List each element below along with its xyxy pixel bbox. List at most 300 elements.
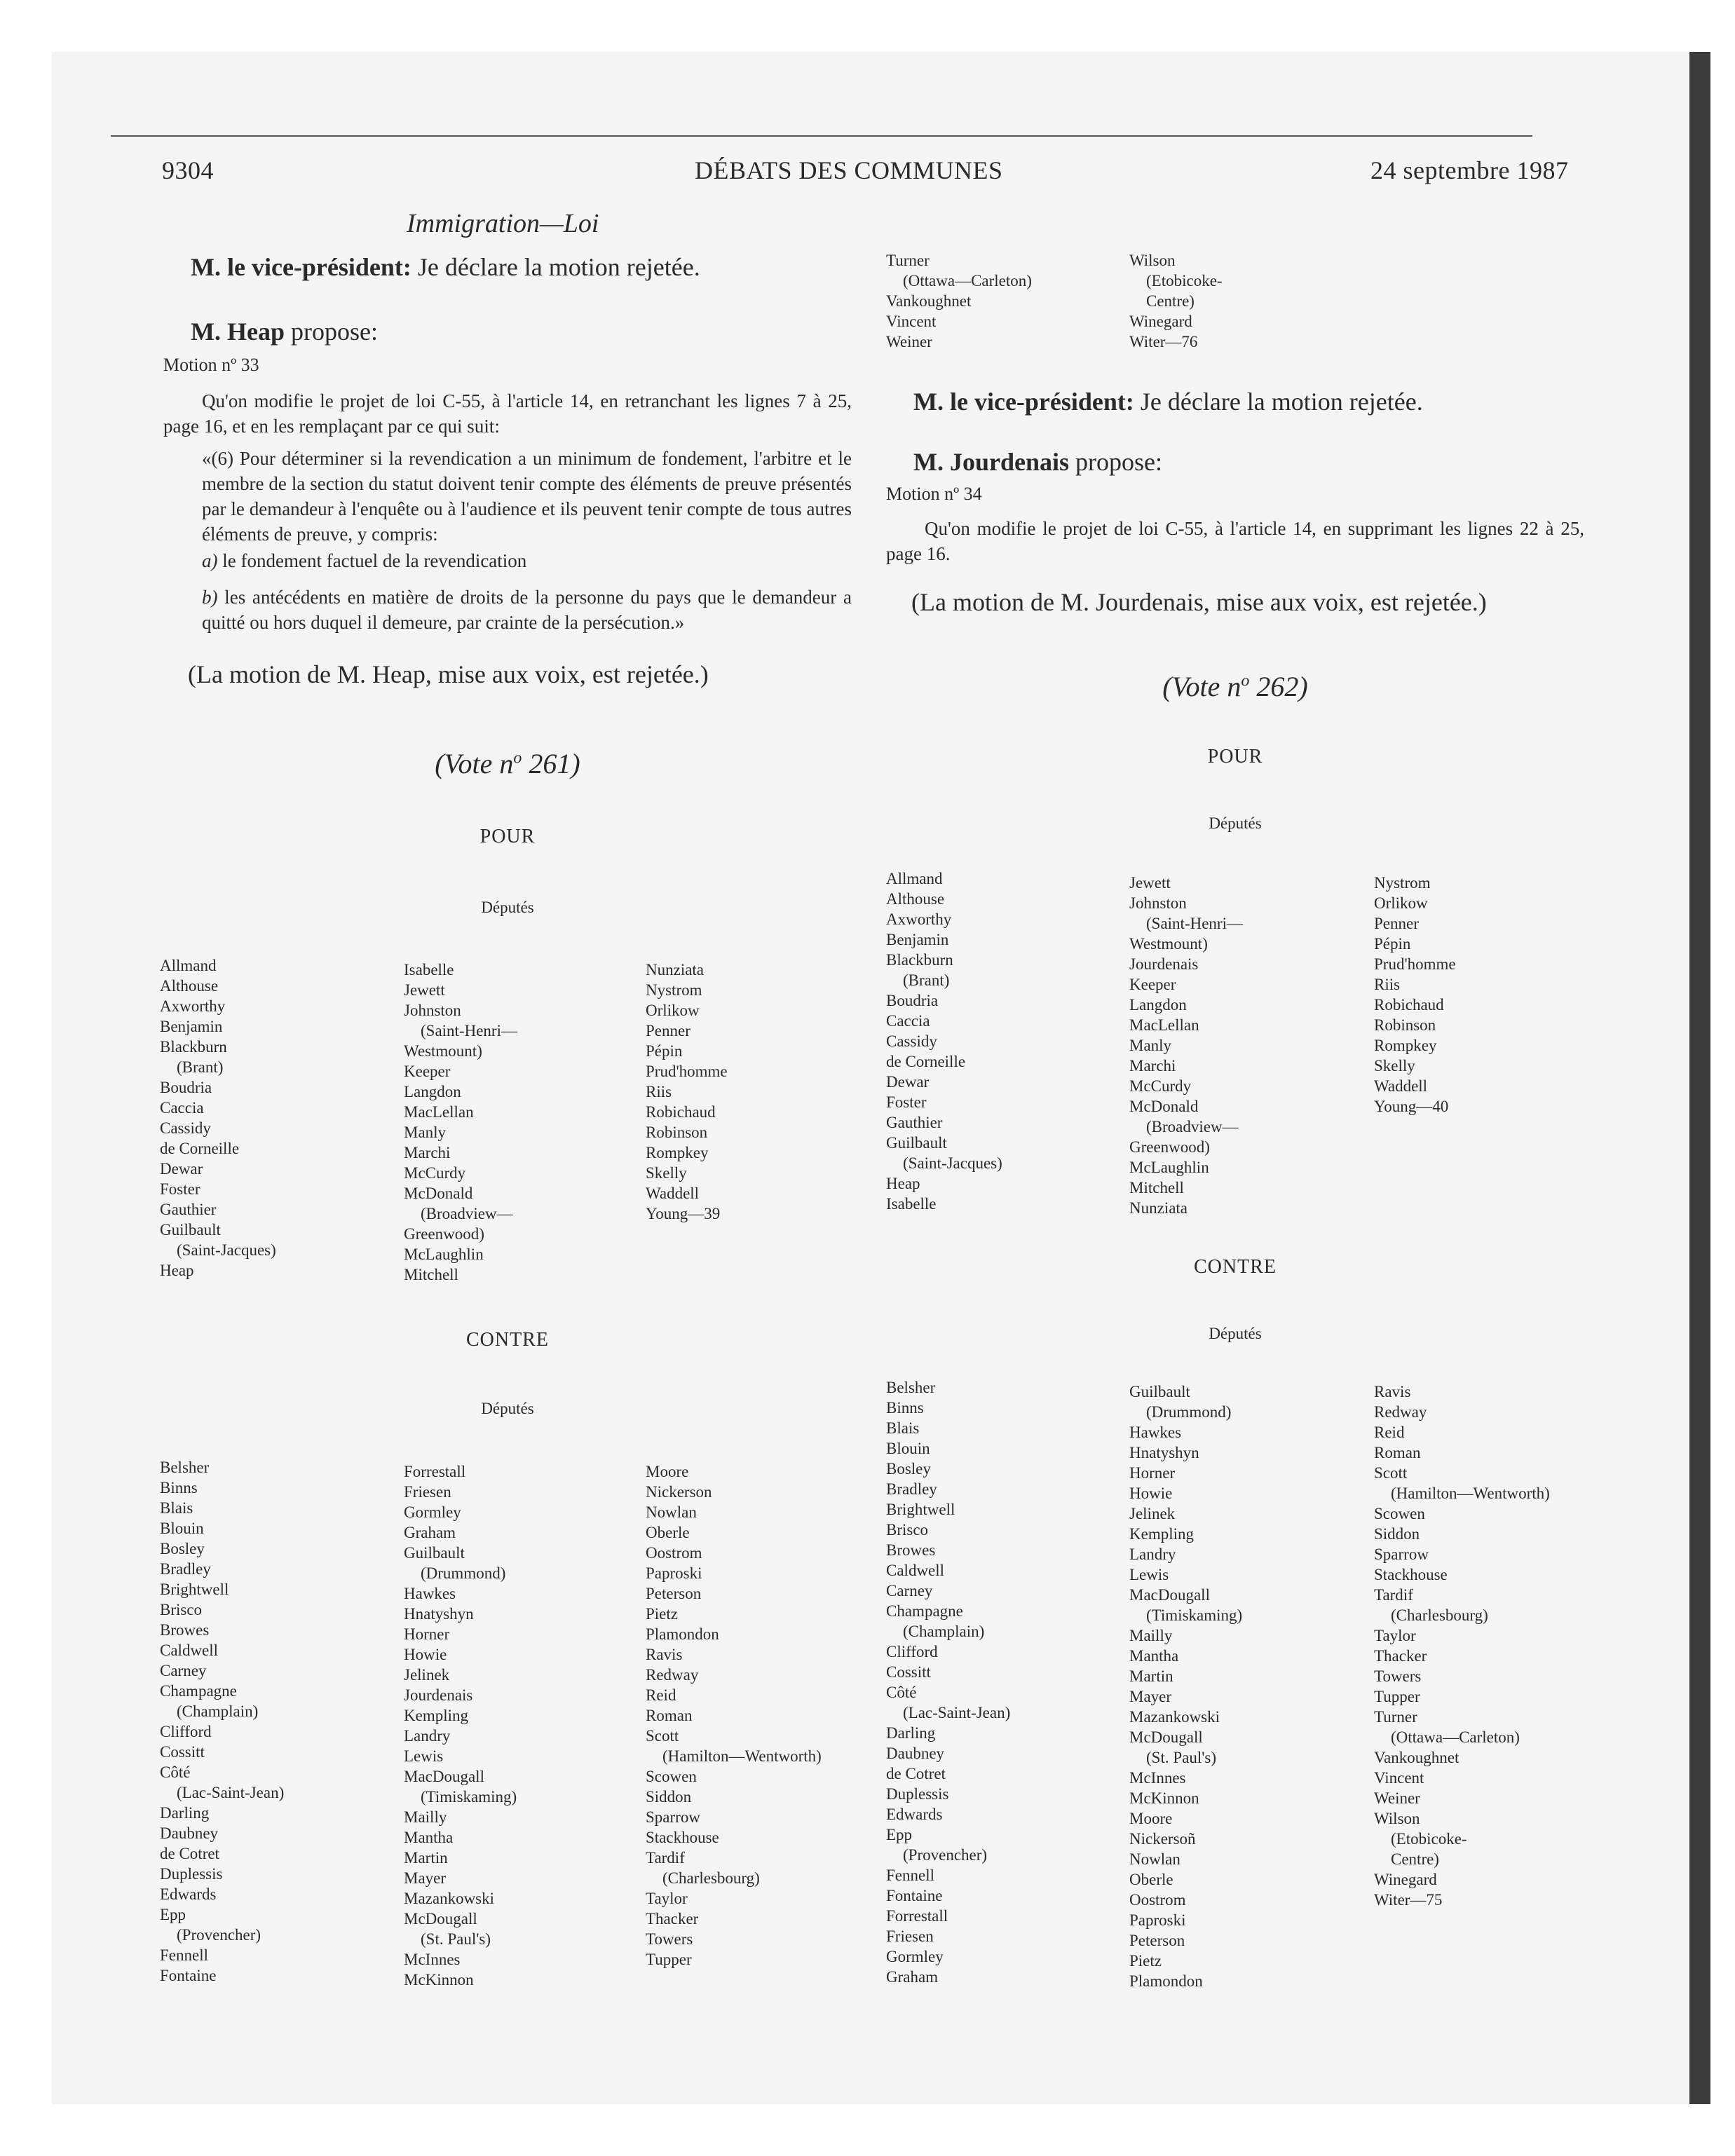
member-name: Althouse bbox=[886, 890, 945, 908]
member-name: Weiner bbox=[1374, 1789, 1420, 1807]
member-name: Peterson bbox=[1129, 1932, 1185, 1949]
member-name: Siddon bbox=[1374, 1525, 1420, 1543]
member-name: Howie bbox=[1129, 1485, 1173, 1502]
vote-262-pour-heading: POUR bbox=[1207, 746, 1263, 767]
member-name: Siddon bbox=[646, 1788, 692, 1806]
member-name: Guilbault bbox=[404, 1544, 465, 1562]
member-name: Pietz bbox=[646, 1605, 678, 1623]
member-name: Brightwell bbox=[160, 1581, 229, 1598]
member-name: Nystrom bbox=[1374, 874, 1431, 892]
member-name: Nickerson bbox=[646, 1483, 712, 1501]
member-name: Rompkey bbox=[646, 1144, 709, 1161]
member-name: Redway bbox=[1374, 1403, 1427, 1421]
vote-262-contre-col2 bbox=[1129, 1381, 1242, 1991]
running-title: Immigration—Loi bbox=[407, 209, 599, 238]
right-motion-number: Motion nº 34 bbox=[886, 484, 982, 504]
member-name: Johnston bbox=[404, 1002, 461, 1019]
member-name: Browes bbox=[886, 1541, 936, 1559]
statement: Je déclare la motion rejetée. bbox=[411, 253, 700, 281]
member-name: Wilson bbox=[1129, 252, 1176, 269]
member-name: Allmand bbox=[886, 870, 943, 887]
member-name: MacDougall bbox=[404, 1768, 484, 1785]
member-name: Blais bbox=[886, 1419, 920, 1437]
member-name: de Corneille bbox=[886, 1053, 966, 1070]
member-name: Westmount) bbox=[404, 1042, 482, 1060]
member-name: Jewett bbox=[404, 981, 445, 999]
member-name: Jourdenais bbox=[1129, 955, 1199, 973]
member-name: Centre) bbox=[1146, 292, 1195, 310]
member-name: Lewis bbox=[1129, 1566, 1169, 1583]
member-name: de Corneille bbox=[160, 1140, 240, 1157]
vote-261-title: (Vote $n^o$ 261) bbox=[435, 748, 580, 779]
member-name: Orlikow bbox=[646, 1002, 700, 1019]
member-name: Oberle bbox=[1129, 1871, 1173, 1888]
member-name: (Champlain) bbox=[177, 1703, 259, 1720]
member-name: Mayer bbox=[1129, 1688, 1172, 1705]
member-name: Guilbault bbox=[160, 1221, 221, 1239]
vote-261-pour-col3 bbox=[646, 960, 728, 1224]
member-name: Duplessis bbox=[160, 1865, 223, 1883]
page-date: 24 septembre 1987 bbox=[1370, 156, 1569, 184]
page-number: 9304 bbox=[162, 156, 214, 184]
member-name: Roman bbox=[1374, 1444, 1421, 1461]
member-name: Towers bbox=[1374, 1667, 1422, 1685]
member-name: Mitchell bbox=[1129, 1179, 1184, 1196]
member-name: Fontaine bbox=[160, 1967, 217, 1984]
member-name: de Cotret bbox=[160, 1845, 219, 1862]
member-name: Fontaine bbox=[886, 1887, 943, 1904]
member-name: Guilbault bbox=[1129, 1383, 1190, 1400]
member-name: Nunziata bbox=[1129, 1199, 1188, 1217]
member-name: (St. Paul's) bbox=[1146, 1749, 1216, 1766]
member-name: Champagne bbox=[886, 1602, 963, 1620]
member-name: Hawkes bbox=[1129, 1424, 1182, 1441]
member-name: Edwards bbox=[160, 1885, 217, 1903]
member-name: Vankoughnet bbox=[1374, 1749, 1460, 1766]
member-name: Thacker bbox=[1374, 1647, 1427, 1665]
left-item-b bbox=[202, 585, 852, 635]
member-name: Prud'homme bbox=[1374, 955, 1456, 973]
vote-261-pour-heading: POUR bbox=[479, 826, 536, 847]
member-name: Blouin bbox=[160, 1520, 204, 1537]
member-name: Dewar bbox=[886, 1073, 930, 1091]
member-name: Benjamin bbox=[886, 931, 949, 948]
member-name: Winegard bbox=[1374, 1871, 1437, 1888]
member-name: Riis bbox=[1374, 976, 1401, 993]
right-result: (La motion de M. Jourdenais, mise aux voix, est rejetée.) bbox=[911, 588, 1487, 616]
member-name: Penner bbox=[646, 1022, 690, 1039]
member-name: Axworthy bbox=[160, 997, 226, 1015]
member-name: McDougall bbox=[1129, 1728, 1203, 1746]
member-name: (Charlesbourg) bbox=[1391, 1606, 1488, 1624]
member-name: (Saint-Jacques) bbox=[903, 1154, 1002, 1172]
speaker-name: M. le vice-président: bbox=[191, 253, 411, 281]
member-name: Allmand bbox=[160, 957, 217, 974]
member-name: Graham bbox=[404, 1524, 456, 1541]
member-name: Friesen bbox=[404, 1483, 451, 1501]
member-name: Althouse bbox=[160, 977, 219, 995]
member-name: Keeper bbox=[404, 1063, 451, 1080]
member-name: Darling bbox=[160, 1804, 210, 1822]
member-name: Martin bbox=[1129, 1667, 1173, 1685]
binding-edge bbox=[1689, 52, 1710, 2104]
member-name: Scowen bbox=[646, 1768, 697, 1785]
member-name: Greenwood) bbox=[1129, 1138, 1210, 1156]
member-name: Langdon bbox=[404, 1083, 461, 1100]
member-name: Thacker bbox=[646, 1910, 699, 1928]
item-a-label: a) bbox=[202, 550, 218, 571]
member-name: Scowen bbox=[1374, 1505, 1425, 1522]
member-name: Marchi bbox=[404, 1144, 451, 1161]
member-name: Moore bbox=[646, 1463, 689, 1480]
member-name: Towers bbox=[646, 1930, 693, 1948]
member-name: Nunziata bbox=[646, 961, 705, 978]
member-name: Nowlan bbox=[646, 1503, 697, 1521]
member-name: Winegard bbox=[1129, 313, 1192, 330]
member-name: Mailly bbox=[404, 1808, 447, 1826]
member-name: McDonald bbox=[404, 1185, 473, 1202]
member-name: Caldwell bbox=[886, 1562, 945, 1579]
member-name: Isabelle bbox=[404, 961, 454, 978]
item-a-text: le fondement factuel de la revendication bbox=[217, 550, 527, 571]
member-name: Epp bbox=[886, 1826, 913, 1843]
member-name: (Ottawa—Carleton) bbox=[1391, 1728, 1520, 1746]
member-name: Bradley bbox=[886, 1480, 937, 1498]
member-name: Stackhouse bbox=[1374, 1566, 1448, 1583]
member-name: Hnatyshyn bbox=[1129, 1444, 1199, 1461]
member-name: Gormley bbox=[404, 1503, 461, 1521]
member-name: Foster bbox=[160, 1180, 200, 1198]
member-name: Blouin bbox=[886, 1440, 930, 1457]
member-name: McDonald bbox=[1129, 1098, 1199, 1115]
member-name: Champagne bbox=[160, 1682, 237, 1700]
member-name: Mayer bbox=[404, 1869, 447, 1887]
member-name: Witer—75 bbox=[1374, 1891, 1443, 1909]
member-name: Gormley bbox=[886, 1948, 944, 1965]
member-name: Taylor bbox=[1374, 1627, 1416, 1644]
mover-name: M. Jourdenais bbox=[913, 448, 1070, 476]
member-name: Mantha bbox=[404, 1829, 454, 1846]
member-name: Kempling bbox=[404, 1707, 468, 1724]
member-name: (Timiskaming) bbox=[421, 1788, 517, 1806]
member-name: Blackburn bbox=[160, 1038, 227, 1056]
member-name: Daubney bbox=[886, 1745, 945, 1762]
member-name: Foster bbox=[886, 1093, 927, 1111]
member-name: (Lac-Saint-Jean) bbox=[177, 1784, 285, 1801]
member-name: Carney bbox=[886, 1582, 933, 1599]
vote-262-contre-col3 bbox=[1374, 1381, 1550, 1910]
member-name: Pietz bbox=[1129, 1952, 1162, 1970]
member-name: Tupper bbox=[646, 1951, 692, 1968]
member-name: Nickersoñ bbox=[1129, 1830, 1196, 1848]
vote-261-contre-heading: CONTRE bbox=[466, 1329, 549, 1351]
continued-names-col2 bbox=[1129, 250, 1223, 352]
vote-262-contre-heading: CONTRE bbox=[1194, 1256, 1277, 1278]
member-name: Hnatyshyn bbox=[404, 1605, 474, 1623]
member-name: McDougall bbox=[404, 1910, 477, 1928]
member-name: Clifford bbox=[886, 1643, 938, 1660]
left-item-a bbox=[202, 548, 852, 573]
propose-text: propose: bbox=[1069, 448, 1162, 476]
member-name: Sparrow bbox=[646, 1808, 700, 1826]
member-name: McLaughlin bbox=[404, 1246, 484, 1263]
member-name: Heap bbox=[160, 1262, 194, 1279]
member-name: Benjamin bbox=[160, 1018, 223, 1035]
member-name: Landry bbox=[404, 1727, 451, 1745]
vote-262-title: (Vote $n^o$ 262) bbox=[1162, 671, 1308, 702]
left-speaker-statement bbox=[191, 252, 700, 282]
member-name: Hawkes bbox=[404, 1585, 456, 1602]
member-name: Howie bbox=[404, 1646, 447, 1663]
member-name: Keeper bbox=[1129, 976, 1176, 993]
item-b-label: b) bbox=[202, 587, 218, 608]
vote-261-pour-col2 bbox=[404, 960, 517, 1285]
member-name: Weiner bbox=[886, 333, 932, 350]
member-name: Jelinek bbox=[1129, 1505, 1176, 1522]
vote-261-pour-deputes: Députés bbox=[481, 899, 534, 916]
member-name: Penner bbox=[1374, 915, 1419, 932]
member-name: Orlikow bbox=[1374, 894, 1428, 912]
member-name: Forrestall bbox=[404, 1463, 466, 1480]
member-name: Forrestall bbox=[886, 1907, 948, 1925]
vote-262-pour-col2 bbox=[1129, 873, 1243, 1218]
member-name: Robinson bbox=[1374, 1016, 1436, 1034]
member-name: Cassidy bbox=[160, 1119, 211, 1137]
member-name: Skelly bbox=[646, 1164, 687, 1182]
member-name: McCurdy bbox=[404, 1164, 466, 1182]
member-name: Horner bbox=[404, 1625, 450, 1643]
vote-262-pour-deputes: Députés bbox=[1209, 814, 1262, 832]
member-name: Kempling bbox=[1129, 1525, 1194, 1543]
member-name: Gauthier bbox=[886, 1114, 943, 1131]
member-name: Nowlan bbox=[1129, 1850, 1181, 1868]
member-name: Gauthier bbox=[160, 1201, 217, 1218]
member-name: (Champlain) bbox=[903, 1623, 985, 1640]
member-name: Mitchell bbox=[404, 1266, 458, 1283]
member-name: Graham bbox=[886, 1968, 939, 1986]
member-name: Friesen bbox=[886, 1928, 934, 1945]
member-name: Jourdenais bbox=[404, 1686, 473, 1704]
member-name: Vincent bbox=[1374, 1769, 1424, 1787]
member-name: Brisco bbox=[160, 1601, 203, 1618]
member-name: Johnston bbox=[1129, 894, 1187, 912]
member-name: (Broadview— bbox=[1146, 1118, 1239, 1135]
member-name: Belsher bbox=[160, 1459, 210, 1476]
member-name: Vincent bbox=[886, 313, 937, 330]
vote-262-contre-col1 bbox=[886, 1377, 1010, 1987]
member-name: (Brant) bbox=[177, 1058, 224, 1076]
member-name: Boudria bbox=[886, 992, 939, 1009]
member-name: Skelly bbox=[1374, 1057, 1415, 1074]
member-name: Witer—76 bbox=[1129, 333, 1198, 350]
member-name: Axworthy bbox=[886, 910, 952, 928]
propose-text: propose: bbox=[284, 318, 378, 346]
member-name: Manly bbox=[1129, 1037, 1172, 1054]
member-name: Mantha bbox=[1129, 1647, 1179, 1665]
member-name: Guilbault bbox=[886, 1134, 947, 1152]
member-name: Edwards bbox=[886, 1806, 943, 1823]
member-name: McKinnon bbox=[404, 1971, 474, 1988]
member-name: (Saint-Henri— bbox=[1146, 915, 1243, 932]
member-name: Bosley bbox=[160, 1540, 205, 1557]
member-name: Côté bbox=[160, 1763, 191, 1781]
member-name: Horner bbox=[1129, 1464, 1176, 1482]
vote-262-contre-deputes: Députés bbox=[1209, 1325, 1262, 1342]
member-name: Taylor bbox=[646, 1890, 688, 1907]
member-name: MacLellan bbox=[404, 1103, 474, 1121]
mover-name: M. Heap bbox=[191, 318, 285, 346]
member-name: Pépin bbox=[646, 1042, 683, 1060]
member-name: Waddell bbox=[646, 1185, 700, 1202]
member-name: (Broadview— bbox=[421, 1205, 513, 1222]
member-name: McLaughlin bbox=[1129, 1159, 1209, 1176]
member-name: Waddell bbox=[1374, 1077, 1428, 1095]
member-name: Plamondon bbox=[646, 1625, 719, 1643]
member-name: Dewar bbox=[160, 1160, 203, 1178]
member-name: Young—40 bbox=[1374, 1098, 1449, 1115]
member-name: Brightwell bbox=[886, 1501, 955, 1518]
member-name: Martin bbox=[404, 1849, 448, 1867]
member-name: Bosley bbox=[886, 1460, 931, 1478]
member-name: Jelinek bbox=[404, 1666, 450, 1684]
member-name: (Provencher) bbox=[903, 1846, 988, 1864]
member-name: Scott bbox=[1374, 1464, 1408, 1482]
member-name: Jewett bbox=[1129, 874, 1171, 892]
member-name: Riis bbox=[646, 1083, 672, 1100]
member-name: Plamondon bbox=[1129, 1972, 1203, 1990]
member-name: Tupper bbox=[1374, 1688, 1420, 1705]
member-name: Oberle bbox=[646, 1524, 690, 1541]
member-name: Moore bbox=[1129, 1810, 1173, 1827]
member-name: (Drummond) bbox=[421, 1564, 506, 1582]
member-name: Tardif bbox=[1374, 1586, 1413, 1604]
member-name: Paproski bbox=[1129, 1911, 1186, 1929]
left-mover bbox=[191, 317, 378, 346]
member-name: (Ottawa—Carleton) bbox=[903, 272, 1032, 289]
member-name: Robichaud bbox=[646, 1103, 716, 1121]
member-name: Oostrom bbox=[646, 1544, 702, 1562]
member-name: (St. Paul's) bbox=[421, 1930, 491, 1948]
left-motion-number: Motion nº 33 bbox=[163, 355, 259, 375]
member-name: Greenwood) bbox=[404, 1225, 484, 1243]
member-name: McCurdy bbox=[1129, 1077, 1192, 1095]
vote-262-pour-col1 bbox=[886, 868, 1002, 1214]
vote-261-pour-col1 bbox=[160, 955, 276, 1281]
member-name: (Provencher) bbox=[177, 1926, 261, 1944]
member-name: Scott bbox=[646, 1727, 679, 1745]
member-name: Oostrom bbox=[1129, 1891, 1186, 1909]
member-name: Redway bbox=[646, 1666, 699, 1684]
member-name: Robinson bbox=[646, 1124, 708, 1141]
member-name: Mazankowski bbox=[1129, 1708, 1220, 1726]
member-name: Browes bbox=[160, 1621, 210, 1639]
left-motion-text: Qu'on modifie le projet de loi C-55, à l'article 14, en retranchant les lignes 7 à 25, page 16, et en les remplaçant par ce qui suit: bbox=[163, 390, 852, 437]
member-name: Tardif bbox=[646, 1849, 685, 1867]
member-name: Binns bbox=[160, 1479, 198, 1496]
member-name: Fennell bbox=[160, 1946, 208, 1964]
member-name: McInnes bbox=[404, 1951, 461, 1968]
member-name: Nystrom bbox=[646, 981, 702, 999]
member-name: Marchi bbox=[1129, 1057, 1176, 1074]
vote-261-contre-deputes: Députés bbox=[481, 1400, 534, 1417]
speaker-name: M. le vice-président: bbox=[913, 388, 1134, 416]
member-name: Cassidy bbox=[886, 1032, 937, 1050]
member-name: Brisco bbox=[886, 1521, 929, 1538]
member-name: Carney bbox=[160, 1662, 207, 1679]
right-motion-text: Qu'on modifie le projet de loi C-55, à l'article 14, en supprimant les lignes 22 à 25, page 16. bbox=[886, 518, 1584, 564]
member-name: Prud'homme bbox=[646, 1063, 728, 1080]
member-name: Rompkey bbox=[1374, 1037, 1437, 1054]
member-name: Cossitt bbox=[886, 1663, 931, 1681]
member-name: Wilson bbox=[1374, 1810, 1420, 1827]
member-name: Reid bbox=[1374, 1424, 1405, 1441]
member-name: Roman bbox=[646, 1707, 693, 1724]
member-name: Young—39 bbox=[646, 1205, 721, 1222]
vote-261-contre-col2 bbox=[404, 1461, 517, 1990]
member-name: Clifford bbox=[160, 1723, 212, 1740]
member-name: Boudria bbox=[160, 1079, 212, 1096]
member-name: (Drummond) bbox=[1146, 1403, 1232, 1421]
statement: Je déclare la motion rejetée. bbox=[1134, 388, 1423, 416]
member-name: Peterson bbox=[646, 1585, 702, 1602]
member-name: McKinnon bbox=[1129, 1789, 1199, 1807]
page-title: DÉBATS DES COMMUNES bbox=[695, 156, 1003, 184]
member-name: Binns bbox=[886, 1399, 924, 1417]
member-name: (Hamilton—Wentworth) bbox=[662, 1747, 822, 1765]
member-name: (Brant) bbox=[903, 971, 950, 989]
member-name: (Etobicoke- bbox=[1391, 1830, 1467, 1848]
member-name: Isabelle bbox=[886, 1195, 937, 1213]
member-name: (Lac-Saint-Jean) bbox=[903, 1704, 1011, 1721]
member-name: (Saint-Henri— bbox=[421, 1022, 517, 1039]
member-name: Fennell bbox=[886, 1867, 934, 1884]
continued-names-col1 bbox=[886, 250, 1032, 352]
member-name: Blais bbox=[160, 1499, 193, 1517]
member-name: Heap bbox=[886, 1175, 920, 1192]
member-name: Duplessis bbox=[886, 1785, 949, 1803]
member-name: de Cotret bbox=[886, 1765, 946, 1782]
header-rule bbox=[111, 135, 1532, 137]
member-name: Pépin bbox=[1374, 935, 1411, 953]
member-name: Centre) bbox=[1391, 1850, 1439, 1868]
member-name: Turner bbox=[1374, 1708, 1417, 1726]
left-amendment-text: «(6) Pour déterminer si la revendication a un minimum de fondement, l'arbitre et le membre de la section du statut doivent tenir compte des éléments de preuve présentés par le demandeur à l'enquête ou à l'audience et ils peuvent tenir compte de tous autres éléments de preuve, y compris: bbox=[202, 448, 852, 545]
member-name: Mailly bbox=[1129, 1627, 1173, 1644]
member-name: Mazankowski bbox=[404, 1890, 495, 1907]
member-name: Manly bbox=[404, 1124, 447, 1141]
member-name: Vankoughnet bbox=[886, 292, 972, 310]
member-name: Epp bbox=[160, 1906, 186, 1923]
member-name: Belsher bbox=[886, 1379, 936, 1396]
member-name: Caldwell bbox=[160, 1642, 219, 1659]
member-name: Ravis bbox=[1374, 1383, 1411, 1400]
member-name: Daubney bbox=[160, 1824, 219, 1842]
member-name: Ravis bbox=[646, 1646, 683, 1663]
member-name: MacDougall bbox=[1129, 1586, 1210, 1604]
member-name: Darling bbox=[886, 1724, 936, 1742]
member-name: Reid bbox=[646, 1686, 676, 1704]
member-name: Caccia bbox=[886, 1012, 930, 1030]
right-speaker-statement bbox=[913, 387, 1423, 416]
member-name: (Saint-Jacques) bbox=[177, 1241, 276, 1259]
member-name: Robichaud bbox=[1374, 996, 1444, 1014]
member-name: Sparrow bbox=[1374, 1546, 1429, 1563]
member-name: (Charlesbourg) bbox=[662, 1869, 760, 1887]
member-name: (Etobicoke- bbox=[1146, 272, 1223, 289]
member-name: Stackhouse bbox=[646, 1829, 719, 1846]
member-name: Bradley bbox=[160, 1560, 211, 1578]
member-name: Langdon bbox=[1129, 996, 1187, 1014]
